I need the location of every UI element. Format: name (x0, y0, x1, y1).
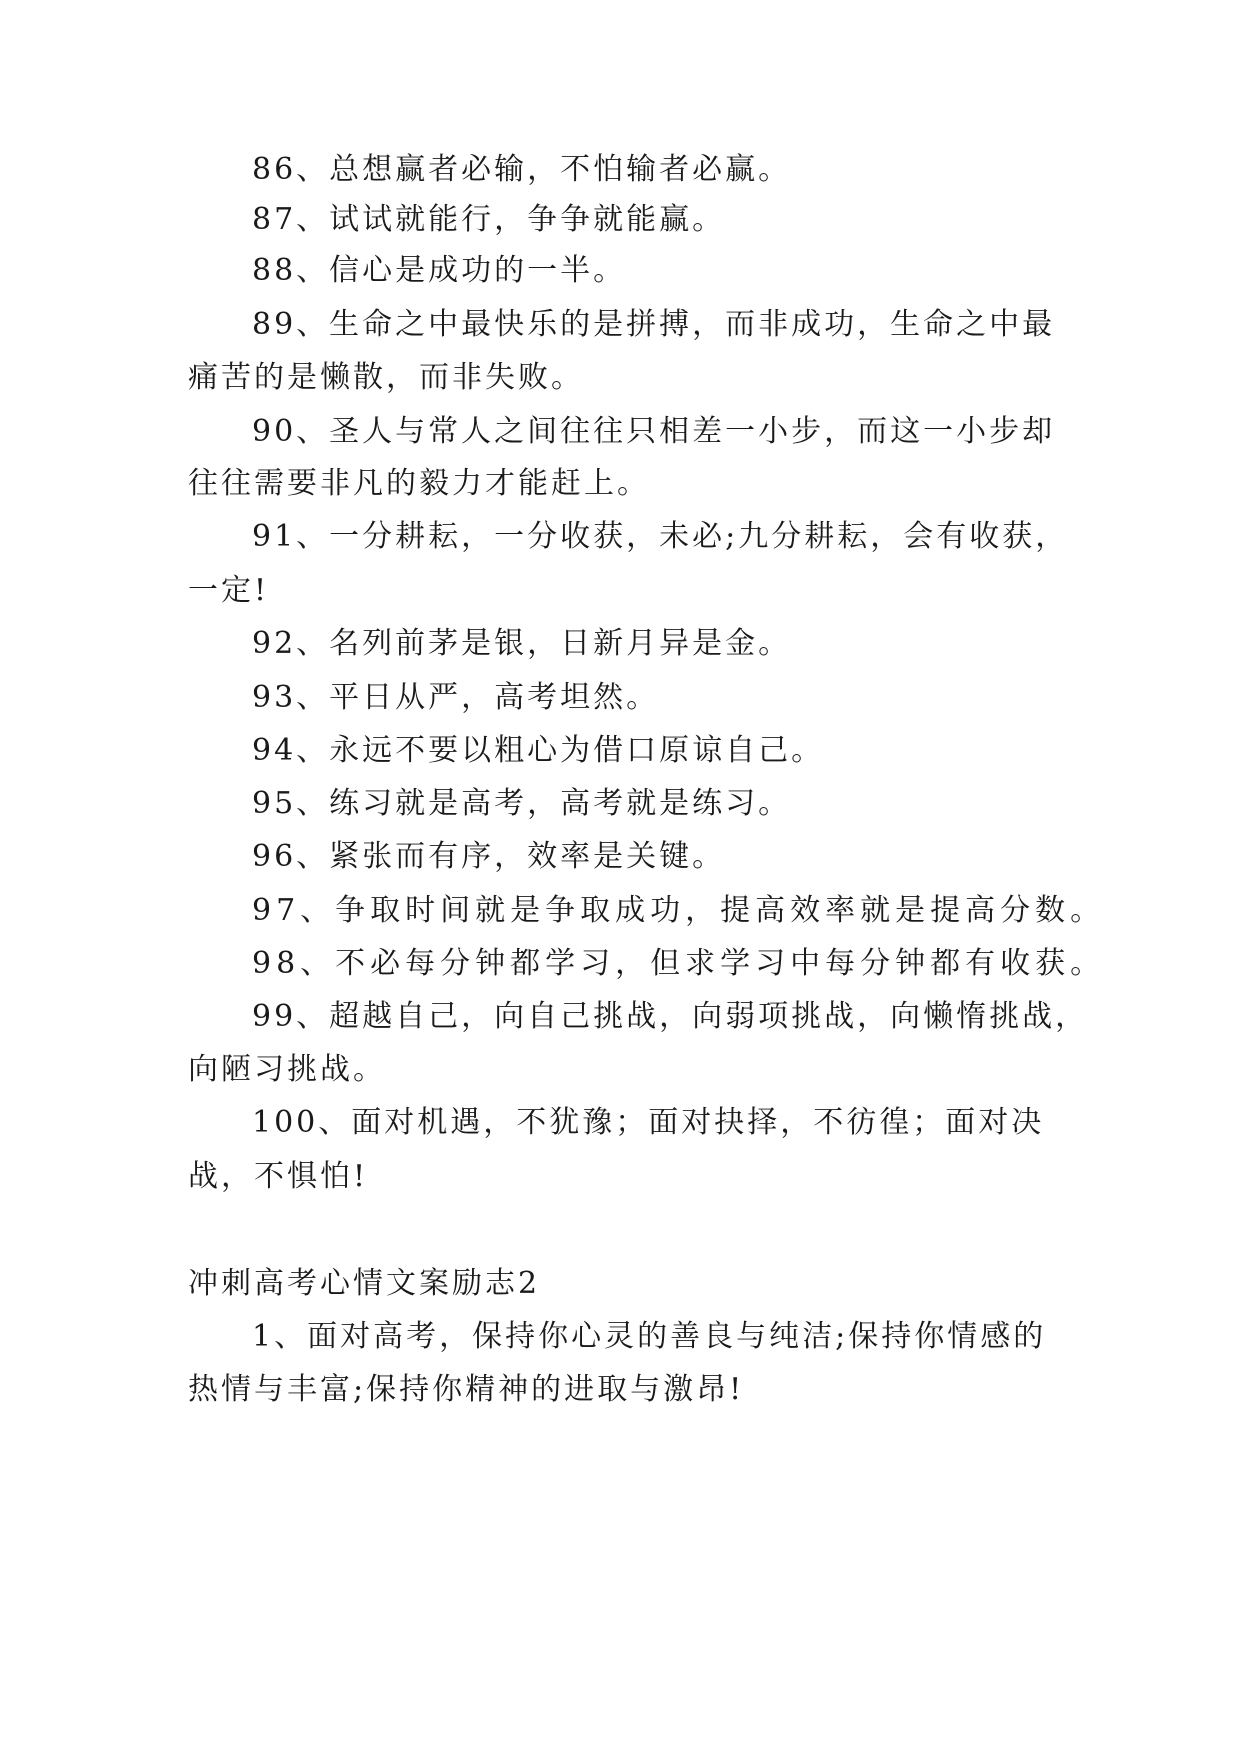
list-item-99-line-2: 向陋习挑战。 (188, 1052, 386, 1087)
list-item-96: 96、紧张而有序，效率是关键。 (252, 839, 726, 874)
list-item-86: 86、总想赢者必输，不怕输者必赢。 (252, 152, 792, 187)
list-item-91-line-2: 一定! (188, 573, 270, 608)
list-item-95: 95、练习就是高考，高考就是练习。 (252, 786, 792, 821)
list-item-100-line-1: 100、面对机遇，不犹豫；面对抉择，不彷徨；面对决 (252, 1105, 1045, 1140)
list-item-90-line-1: 90、圣人与常人之间往往只相差一小步，而这一小步却 (252, 414, 1056, 449)
list-item-100-line-2: 战，不惧怕! (188, 1159, 369, 1194)
list-item-93: 93、平日从严，高考坦然。 (252, 680, 660, 715)
list-item-92: 92、名列前茅是银，日新月异是金。 (252, 626, 792, 661)
list-item-88: 88、信心是成功的一半。 (252, 253, 627, 288)
list-item-89-line-2: 痛苦的是懒散，而非失败。 (188, 360, 584, 395)
list-item-98: 98、不必每分钟都学习，但求学习中每分钟都有收获。 (252, 946, 1106, 981)
section-heading: 冲刺高考心情文案励志2 (188, 1266, 541, 1301)
list-item-87: 87、试试就能行，争争就能赢。 (252, 202, 726, 237)
list-item-91-line-1: 91、一分耕耘，一分收获，未必;九分耕耘，会有收获， (252, 519, 1069, 554)
list-item-94: 94、永远不要以粗心为借口原谅自己。 (252, 733, 825, 768)
section-item-1-line-2: 热情与丰富;保持你精神的进取与激昂! (188, 1372, 745, 1407)
list-item-90-line-2: 往往需要非凡的毅力才能赶上。 (188, 466, 650, 501)
section-item-1-line-1: 1、面对高考，保持你心灵的善良与纯洁;保持你情感的 (252, 1319, 1047, 1354)
list-item-99-line-1: 99、超越自己，向自己挑战，向弱项挑战，向懒惰挑战， (252, 999, 1089, 1034)
list-item-97: 97、争取时间就是争取成功，提高效率就是提高分数。 (252, 893, 1106, 928)
list-item-89-line-1: 89、生命之中最快乐的是拼搏，而非成功，生命之中最 (252, 307, 1056, 342)
